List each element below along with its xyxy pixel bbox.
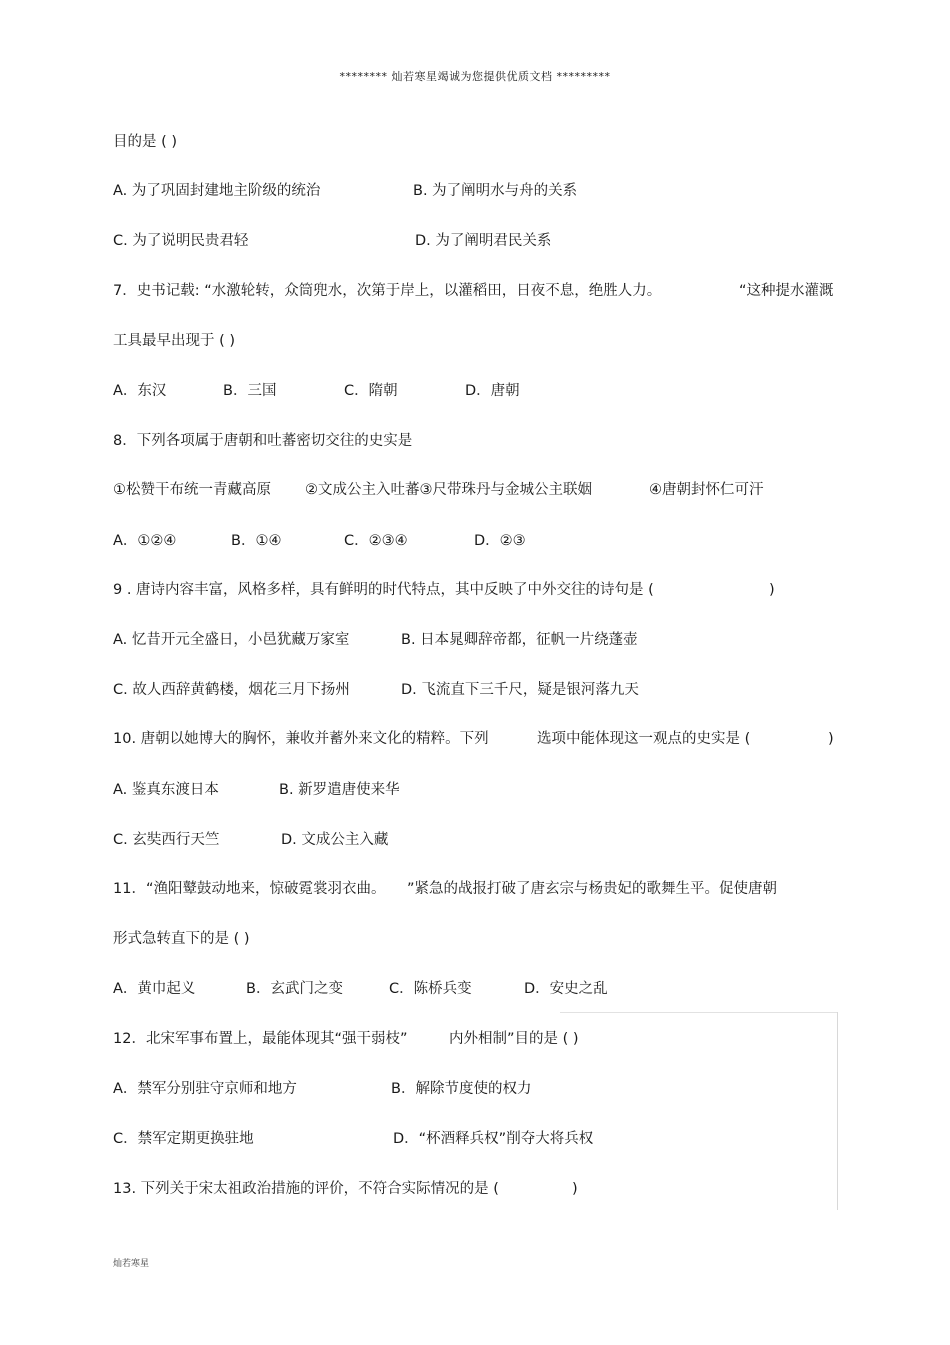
q12-options-cd-text: D．“杯酒释兵权”削夺大将兵权 [393, 1131, 594, 1147]
box-top-rule [560, 1012, 838, 1013]
q11-options-text: C．陈桥兵变 [389, 981, 472, 997]
q6-options-ab-text: A. 为了巩固封建地主阶级的统治 [113, 183, 321, 199]
q6-options-cd-text: D. 为了阐明君民关系 [415, 233, 552, 249]
q7-stem-text: 7．史书记载: “水激轮转，众筒兜水，次第于岸上，以灌稻田，日夜不息，绝胜人力。 [113, 283, 662, 299]
q10-stem-text: ) [828, 731, 834, 747]
q11-stem-text: 11．“渔阳鼙鼓动地来，惊破霓裳羽衣曲。 [113, 881, 386, 897]
q10-options-ab-text: A. 鉴真东渡日本 [113, 782, 219, 798]
q10-stem-text: 选项中能体现这一观点的史实是 ( [537, 731, 751, 747]
q12-options-ab-text: A．禁军分别驻守京师和地方 [113, 1081, 297, 1097]
q12-options-cd-text: C．禁军定期更换驻地 [113, 1131, 254, 1147]
q8-items-text: ②文成公主入吐蕃③尺带珠丹与金城公主联姻 [305, 482, 592, 498]
q7-options-text: B．三国 [223, 383, 277, 399]
q9-stem-text: 9 . 唐诗内容丰富，风格多样，具有鲜明的时代特点，其中反映了中外交往的诗句是 ( [113, 582, 654, 598]
q10-options-ab-text: B. 新罗遣唐使来华 [279, 782, 400, 798]
page-footer: 灿若寒星 [113, 1259, 150, 1269]
q6-options-ab-text: B. 为了阐明水与舟的关系 [413, 183, 578, 199]
box-right-rule [837, 1012, 838, 1210]
q8-options-text: D．②③ [474, 533, 526, 549]
q10-options-cd-text: D. 文成公主入藏 [281, 832, 389, 848]
q6-stem-end-text: 目的是 ( ) [113, 134, 178, 150]
q12-stem-text: 内外相制”目的是 ( ) [449, 1031, 579, 1047]
q9-options-ab-text: A. 忆昔开元全盛日，小邑犹藏万家室 [113, 632, 350, 648]
q9-options-cd-text: D. 飞流直下三千尺，疑是银河落九天 [401, 682, 639, 698]
q11-stem-end-text: 形式急转直下的是 ( ) [113, 931, 250, 947]
q11-options-text: A．黄巾起义 [113, 981, 196, 997]
q13-stem-text: 13. 下列关于宋太祖政治措施的评价，不符合实际情况的是 ( [113, 1181, 499, 1197]
q10-options-cd-text: C. 玄奘西行天竺 [113, 832, 220, 848]
q13-stem-text: ) [572, 1181, 578, 1197]
q9-options-ab-text: B. 日本晁卿辞帝都，征帆一片绕蓬壶 [401, 632, 638, 648]
q12-stem-text: 12．北宋军事布置上，最能体现其“强干弱枝” [113, 1031, 408, 1047]
page-header: ******** 灿若寒星竭诚为您提供优质文档 ********* [339, 70, 611, 83]
q8-items-text: ①松赞干布统一青藏高原 [113, 482, 271, 498]
q9-stem-text: ) [769, 582, 775, 598]
q11-stem-text: ”紧急的战报打破了唐玄宗与杨贵妃的歌舞生平。促使唐朝 [407, 881, 778, 897]
q8-items-text: ④唐朝封怀仁可汗 [649, 482, 764, 498]
q6-options-cd-text: C. 为了说明民贵君轻 [113, 233, 249, 249]
q7-stem-end-text: 工具最早出现于 ( ) [113, 333, 236, 349]
q11-options-text: D．安史之乱 [524, 981, 608, 997]
q7-options-text: A．东汉 [113, 383, 167, 399]
q10-stem-text: 10. 唐朝以她博大的胸怀，兼收并蓄外来文化的精粹。下列 [113, 731, 489, 747]
q8-options-text: C．②③④ [344, 533, 408, 549]
q7-options-text: D．唐朝 [465, 383, 520, 399]
q7-options-text: C．隋朝 [344, 383, 398, 399]
q8-options-text: B．①④ [231, 533, 282, 549]
q11-options-text: B．玄武门之变 [246, 981, 343, 997]
q8-stem-text: 8．下列各项属于唐朝和吐蕃密切交往的史实是 [113, 433, 413, 449]
q8-options-text: A．①②④ [113, 533, 177, 549]
q7-stem-text: “这种提水灌溉 [739, 283, 834, 299]
q12-options-ab-text: B．解除节度使的权力 [391, 1081, 532, 1097]
q9-options-cd-text: C. 故人西辞黄鹤楼，烟花三月下扬州 [113, 682, 350, 698]
